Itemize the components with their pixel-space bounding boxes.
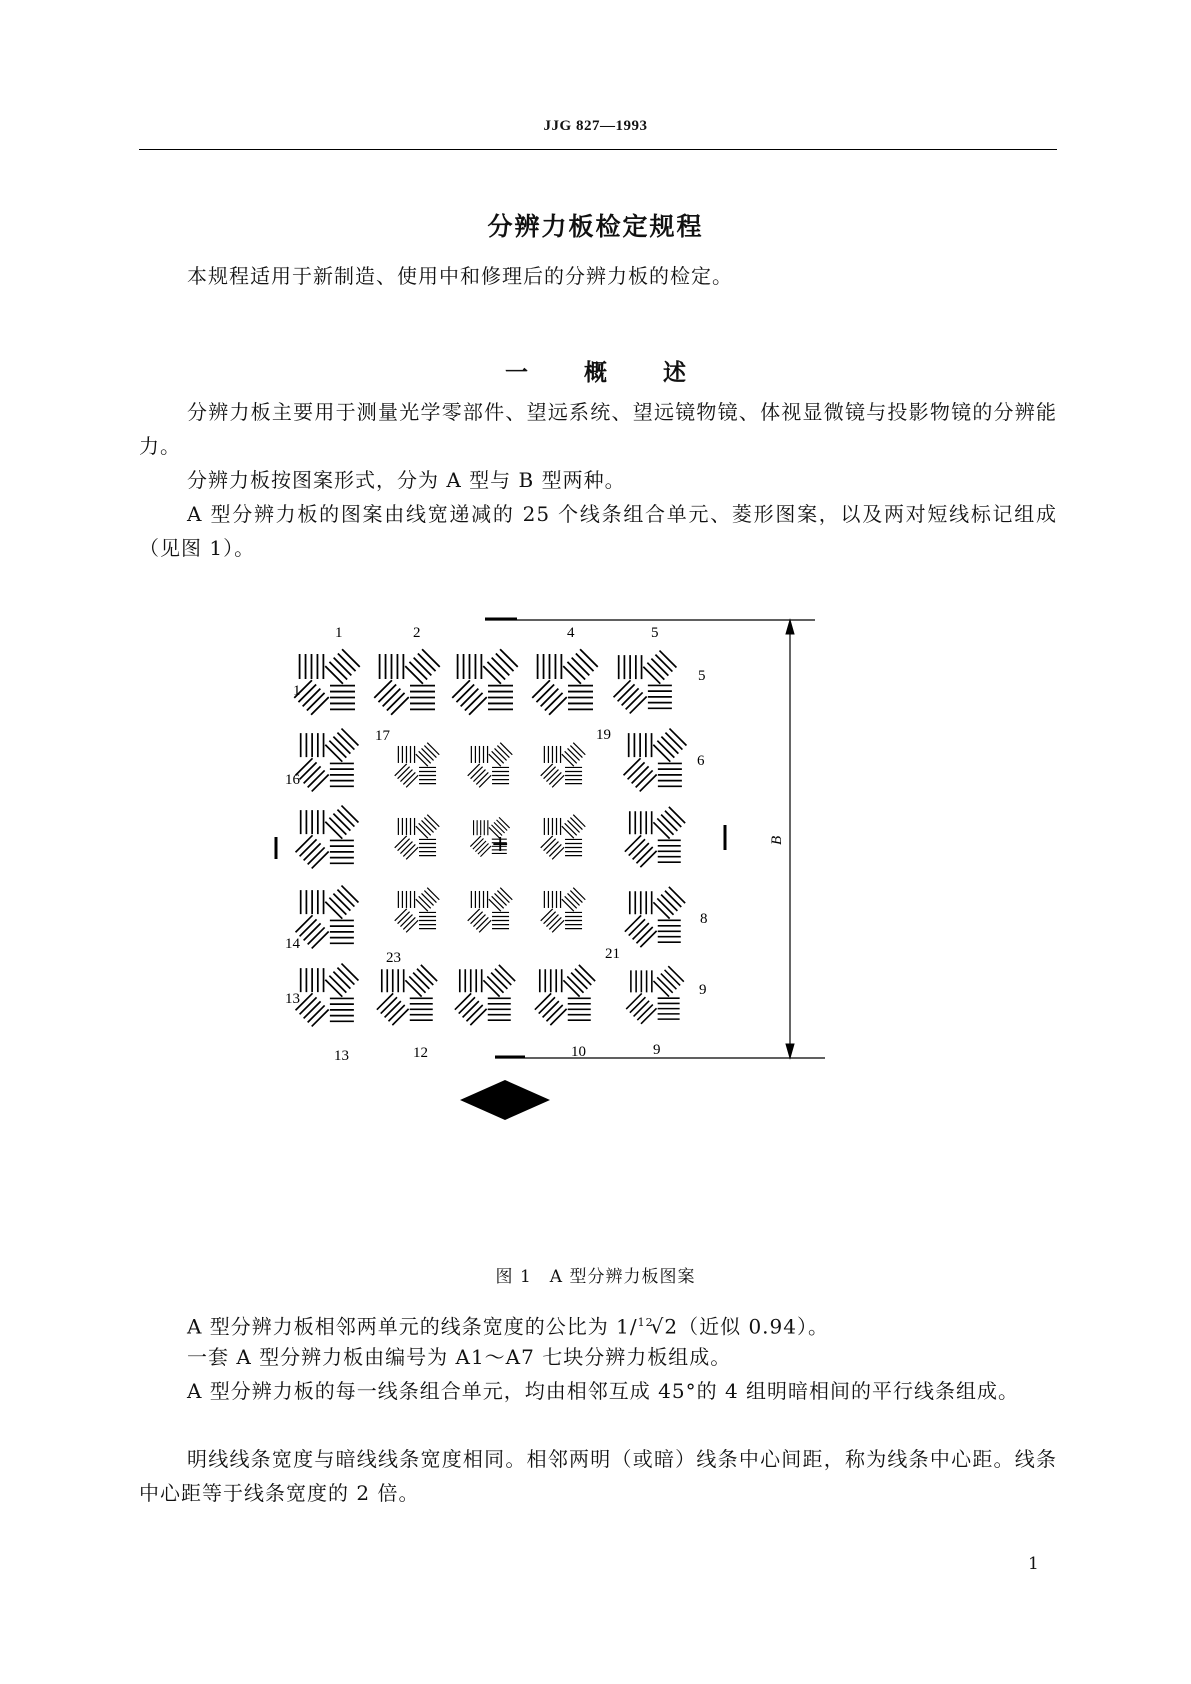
pattern-line	[312, 851, 329, 868]
pattern-line	[406, 847, 418, 859]
pattern-line	[636, 847, 652, 863]
pattern-line	[549, 697, 567, 715]
pattern-line	[625, 835, 641, 851]
pattern-line	[400, 842, 412, 854]
pattern-line	[419, 751, 431, 763]
pattern-line	[544, 912, 556, 924]
pattern-line	[300, 762, 317, 779]
pattern-line	[468, 764, 480, 776]
pattern-line	[546, 915, 558, 927]
pattern-line	[334, 658, 352, 676]
pattern-line	[499, 817, 510, 828]
pattern-line	[562, 899, 574, 911]
pattern-line	[550, 1009, 566, 1025]
pattern-line	[470, 1009, 486, 1025]
pattern-line	[489, 899, 501, 911]
pattern-line	[337, 890, 354, 907]
pattern-line	[483, 980, 499, 996]
pattern-line	[473, 770, 485, 782]
pattern-line	[568, 748, 580, 760]
pattern-line	[468, 909, 480, 921]
pattern-line	[312, 1009, 329, 1026]
pattern-line	[622, 688, 639, 705]
ratio-text: A 型分辨力板相邻两单元的线条宽度的公比为 1/	[187, 1314, 638, 1339]
pattern-line	[456, 684, 474, 702]
pattern-line	[630, 696, 647, 713]
pattern-line	[499, 965, 515, 981]
pattern-line	[487, 976, 503, 992]
pattern-line	[665, 733, 682, 750]
pattern-line	[405, 666, 423, 684]
pattern-line	[378, 684, 396, 702]
pattern-line	[567, 976, 583, 992]
pattern-line	[400, 770, 412, 782]
pattern-line	[626, 692, 643, 709]
pattern-line	[405, 980, 421, 996]
pattern-line	[573, 743, 585, 755]
pattern-line	[329, 741, 346, 758]
pattern-line	[541, 836, 553, 848]
pattern-line	[541, 764, 553, 776]
paragraph-ratio	[139, 1306, 1057, 1344]
figure-a-type-pattern	[285, 625, 905, 1200]
pattern-line	[570, 818, 582, 830]
pattern-line	[655, 655, 672, 672]
pattern-line	[419, 823, 431, 835]
pattern-line	[333, 972, 350, 989]
pattern-line	[427, 888, 439, 900]
unit-label: 1	[335, 625, 343, 641]
pattern-line	[661, 974, 677, 990]
pattern-line	[637, 1005, 653, 1021]
pattern-line	[500, 743, 512, 755]
pattern-line	[570, 746, 582, 758]
paragraph-pattern: A 型分辨力板的图案由线宽递减的 25 个线条组合单元、菱形图案，以及两对短线标记组成（见图 1）。	[139, 502, 1057, 560]
pattern-line	[392, 1009, 408, 1025]
pattern-line	[565, 751, 577, 763]
pattern-line	[543, 1001, 559, 1017]
unit-label: 14	[285, 936, 300, 952]
pattern-line	[549, 844, 561, 856]
pattern-line	[544, 839, 556, 851]
pattern-line	[669, 729, 686, 746]
pattern-line	[414, 658, 432, 676]
pattern-line	[643, 667, 660, 684]
pattern-line	[571, 973, 587, 989]
pattern-line	[580, 649, 598, 667]
radical-symbol: √2	[650, 1314, 679, 1339]
unit-label: 13	[285, 991, 300, 1007]
pattern-line	[489, 754, 501, 766]
pattern-line	[492, 658, 510, 676]
pattern-line	[469, 697, 487, 715]
pattern-line	[387, 693, 405, 711]
pattern-line	[308, 847, 325, 864]
pattern-line	[495, 969, 511, 985]
pattern-line	[626, 993, 642, 1009]
pattern-line	[333, 814, 350, 831]
pattern-line	[568, 820, 580, 832]
pattern-line	[669, 807, 685, 823]
pattern-line	[296, 835, 313, 852]
pattern-line	[657, 898, 673, 914]
pattern-line	[497, 820, 508, 831]
pattern-line	[500, 649, 518, 667]
pattern-line	[473, 915, 485, 927]
pattern-line	[308, 770, 325, 787]
pattern-line	[575, 969, 591, 985]
pattern-line	[471, 767, 483, 779]
pattern-line	[398, 767, 410, 779]
pattern-line	[308, 927, 325, 944]
pattern-line	[388, 1005, 404, 1021]
pattern-line	[461, 689, 479, 707]
pattern-line	[304, 766, 321, 783]
pattern-line	[647, 663, 664, 680]
pattern-line	[497, 891, 509, 903]
pattern-line	[395, 836, 407, 848]
pattern-line	[298, 684, 316, 702]
pattern-line	[422, 649, 440, 667]
pattern-line	[636, 927, 652, 943]
pattern-line	[413, 973, 429, 989]
pattern-line	[341, 806, 358, 823]
paragraph-line-spacing: 明线线条宽度与暗线线条宽度相同。相邻两明（或暗）线条中心间距，称为线条中心距。线条中心距等于线条宽度的 2 倍。	[139, 1447, 1057, 1505]
unit-label: 17	[375, 728, 390, 744]
paragraph-types: 分辨力板按图案形式，分为 A 型与 B 型两种。	[187, 468, 626, 492]
unit-label: 23	[386, 950, 401, 966]
pattern-line	[536, 684, 554, 702]
pattern-line	[636, 770, 653, 787]
dimension-b-label: B	[769, 835, 785, 845]
pattern-line	[579, 965, 595, 981]
unit-label: 9	[699, 982, 707, 998]
pattern-line	[565, 896, 577, 908]
pattern-line	[563, 666, 581, 684]
pattern-line	[657, 977, 673, 993]
pattern-line	[661, 737, 678, 754]
pattern-line	[341, 964, 358, 981]
pattern-line	[470, 836, 481, 847]
unit-label: 5	[698, 668, 706, 684]
unit-label: 12	[413, 1045, 428, 1061]
pattern-line	[653, 981, 669, 997]
document-title: 分辨力板检定规程	[487, 212, 704, 241]
pattern-line	[311, 697, 329, 715]
pattern-line	[495, 748, 507, 760]
pattern-line	[628, 762, 645, 779]
pattern-line	[532, 680, 550, 698]
center-cross: +	[491, 832, 510, 857]
pattern-line	[417, 969, 433, 985]
pattern-line	[476, 917, 488, 929]
unit-label: 16	[285, 772, 300, 788]
pattern-line	[491, 973, 507, 989]
pattern-line	[427, 815, 439, 827]
pattern-line	[395, 764, 407, 776]
pattern-line	[475, 841, 486, 852]
pattern-line	[562, 754, 574, 766]
header-rule	[139, 149, 1057, 150]
pattern-line	[552, 920, 564, 932]
pattern-line	[483, 666, 501, 684]
pattern-line	[325, 822, 342, 839]
pattern-line	[496, 653, 514, 671]
pattern-line	[471, 912, 483, 924]
pattern-line	[385, 1001, 401, 1017]
paragraph-unit-structure: A 型分辨力板的每一线条组合单元，均由相邻互成 45°的 4 组明暗相间的平行线条组成。	[187, 1379, 1020, 1403]
pattern-line	[422, 820, 434, 832]
pattern-line	[398, 912, 410, 924]
pattern-line	[545, 693, 563, 711]
pattern-line	[546, 842, 558, 854]
pattern-line	[669, 887, 685, 903]
pattern-line	[452, 680, 470, 698]
resolution-target-diagram	[285, 625, 905, 1200]
pattern-line	[549, 917, 561, 929]
pattern-line	[567, 662, 585, 680]
pattern-line	[329, 976, 346, 993]
pattern-line	[640, 931, 656, 947]
diamond-pattern	[460, 1080, 550, 1120]
pattern-line	[541, 909, 553, 921]
pattern-line	[668, 966, 684, 982]
pattern-line	[333, 894, 350, 911]
pattern-line	[630, 997, 646, 1013]
pattern-line	[500, 888, 512, 900]
pattern-line	[541, 689, 559, 707]
pattern-line	[312, 931, 329, 948]
pattern-line	[479, 775, 491, 787]
pattern-line	[492, 896, 504, 908]
unit-label: 9	[653, 1042, 661, 1058]
pattern-line	[465, 693, 483, 711]
pattern-line	[539, 997, 555, 1013]
pattern-line	[640, 851, 656, 867]
pattern-line	[625, 915, 641, 931]
pattern-line	[300, 997, 317, 1014]
pattern-line	[653, 745, 670, 762]
unit-label: 1	[293, 683, 301, 699]
pattern-line	[308, 1005, 325, 1022]
pattern-line	[466, 1005, 482, 1021]
pattern-line	[304, 1001, 321, 1018]
unit-label: 19	[596, 727, 611, 743]
pattern-line	[641, 1008, 657, 1024]
pattern-line	[653, 822, 669, 838]
pattern-line	[633, 843, 649, 859]
unit-label: 8	[700, 911, 708, 927]
pattern-line	[325, 666, 343, 684]
pattern-line	[546, 770, 558, 782]
pattern-line	[303, 689, 321, 707]
pattern-line	[629, 919, 645, 935]
pattern-line	[640, 774, 657, 791]
pattern-line	[487, 662, 505, 680]
pattern-line	[400, 915, 412, 927]
pattern-line	[568, 893, 580, 905]
pattern-line	[329, 662, 347, 680]
pattern-line	[391, 697, 409, 715]
pattern-line	[633, 923, 649, 939]
pattern-line	[459, 997, 475, 1013]
pattern-line	[424, 746, 436, 758]
pattern-line	[418, 653, 436, 671]
pattern-line	[422, 748, 434, 760]
pattern-line	[307, 693, 325, 711]
pattern-line	[337, 968, 354, 985]
pattern-line	[325, 745, 342, 762]
pattern-line	[416, 899, 428, 911]
pattern-line	[455, 993, 471, 1009]
pattern-line	[479, 920, 491, 932]
pattern-line	[659, 651, 676, 668]
pattern-line	[657, 741, 674, 758]
unit-label: 10	[571, 1044, 586, 1060]
pattern-line	[409, 976, 425, 992]
pattern-line	[497, 746, 509, 758]
pattern-line	[661, 815, 677, 831]
pattern-line	[422, 893, 434, 905]
pattern-line	[535, 993, 551, 1009]
pattern-line	[624, 758, 641, 775]
pattern-line	[304, 843, 321, 860]
pattern-line	[629, 839, 645, 855]
pattern-line	[480, 846, 491, 857]
pattern-line	[632, 766, 649, 783]
pattern-line	[552, 847, 564, 859]
pattern-line	[651, 659, 668, 676]
pattern-line	[492, 751, 504, 763]
pattern-line	[342, 649, 360, 667]
unit-label: 21	[605, 946, 620, 962]
pattern-line	[377, 993, 393, 1009]
unit-label: 5	[651, 625, 659, 641]
pattern-line	[476, 772, 488, 784]
pattern-line	[544, 767, 556, 779]
pattern-line	[383, 689, 401, 707]
pattern-line	[329, 818, 346, 835]
pattern-line	[665, 811, 681, 827]
pattern-line	[403, 772, 415, 784]
pattern-line	[570, 891, 582, 903]
pattern-line	[403, 917, 415, 929]
pattern-line	[562, 826, 574, 838]
pattern-line	[473, 838, 484, 849]
pattern-line	[300, 919, 317, 936]
pattern-line	[337, 810, 354, 827]
ratio-approx: （近似 0.94）。	[678, 1314, 829, 1339]
pattern-line	[618, 684, 635, 701]
pattern-line	[614, 680, 631, 697]
pattern-line	[398, 839, 410, 851]
pattern-line	[661, 895, 677, 911]
paragraph-set: 一套 A 型分辨力板由编号为 A1～A7 七块分辨力板组成。	[187, 1345, 732, 1369]
standard-code: JJG 827—1993	[543, 118, 648, 134]
pattern-line	[374, 680, 392, 698]
pattern-line	[576, 653, 594, 671]
pattern-line	[403, 844, 415, 856]
pattern-line	[325, 902, 342, 919]
pattern-line	[329, 898, 346, 915]
pattern-line	[424, 818, 436, 830]
pattern-line	[565, 823, 577, 835]
pattern-line	[395, 909, 407, 921]
pattern-line	[341, 886, 358, 903]
pattern-line	[653, 902, 669, 918]
figure-caption: 图 1 A 型分辨力板图案	[495, 1267, 696, 1287]
pattern-line	[409, 662, 427, 680]
intro-paragraph: 本规程适用于新制造、使用中和修理后的分辨力板的检定。	[187, 264, 733, 288]
pattern-line	[424, 891, 436, 903]
pattern-line	[406, 920, 418, 932]
pattern-line	[337, 733, 354, 750]
page-number: 1	[1028, 1554, 1039, 1574]
pattern-line	[657, 818, 673, 834]
pattern-line	[300, 839, 317, 856]
root-index: 12	[637, 1316, 654, 1329]
paragraph-purpose: 分辨力板主要用于测量光学零部件、望远系统、望远镜物镜、体视显微镜与投影物镜的分辨能力。	[139, 400, 1057, 458]
pattern-line	[463, 1001, 479, 1017]
pattern-line	[341, 729, 358, 746]
pattern-line	[572, 658, 590, 676]
pattern-line	[325, 980, 342, 997]
pattern-line	[563, 980, 579, 996]
pattern-line	[333, 737, 350, 754]
pattern-line	[573, 815, 585, 827]
pattern-line	[634, 1001, 650, 1017]
section-heading: 一 概 述	[504, 360, 686, 386]
pattern-line	[665, 891, 681, 907]
unit-label: 6	[697, 753, 705, 769]
pattern-line	[406, 775, 418, 787]
pattern-line	[312, 774, 329, 791]
pattern-line	[421, 965, 437, 981]
pattern-line	[478, 844, 489, 855]
pattern-line	[304, 923, 321, 940]
pattern-line	[296, 915, 313, 932]
pattern-line	[573, 888, 585, 900]
unit-label: 13	[334, 1048, 349, 1064]
pattern-line	[665, 970, 681, 986]
pattern-line	[416, 826, 428, 838]
pattern-line	[549, 772, 561, 784]
pattern-line	[416, 754, 428, 766]
pattern-line	[419, 896, 431, 908]
unit-label: 2	[413, 625, 421, 641]
pattern-line	[552, 775, 564, 787]
pattern-line	[495, 893, 507, 905]
pattern-line	[427, 743, 439, 755]
pattern-line	[338, 653, 356, 671]
pattern-line	[381, 997, 397, 1013]
pattern-line	[546, 1005, 562, 1021]
unit-label: 4	[567, 625, 575, 641]
